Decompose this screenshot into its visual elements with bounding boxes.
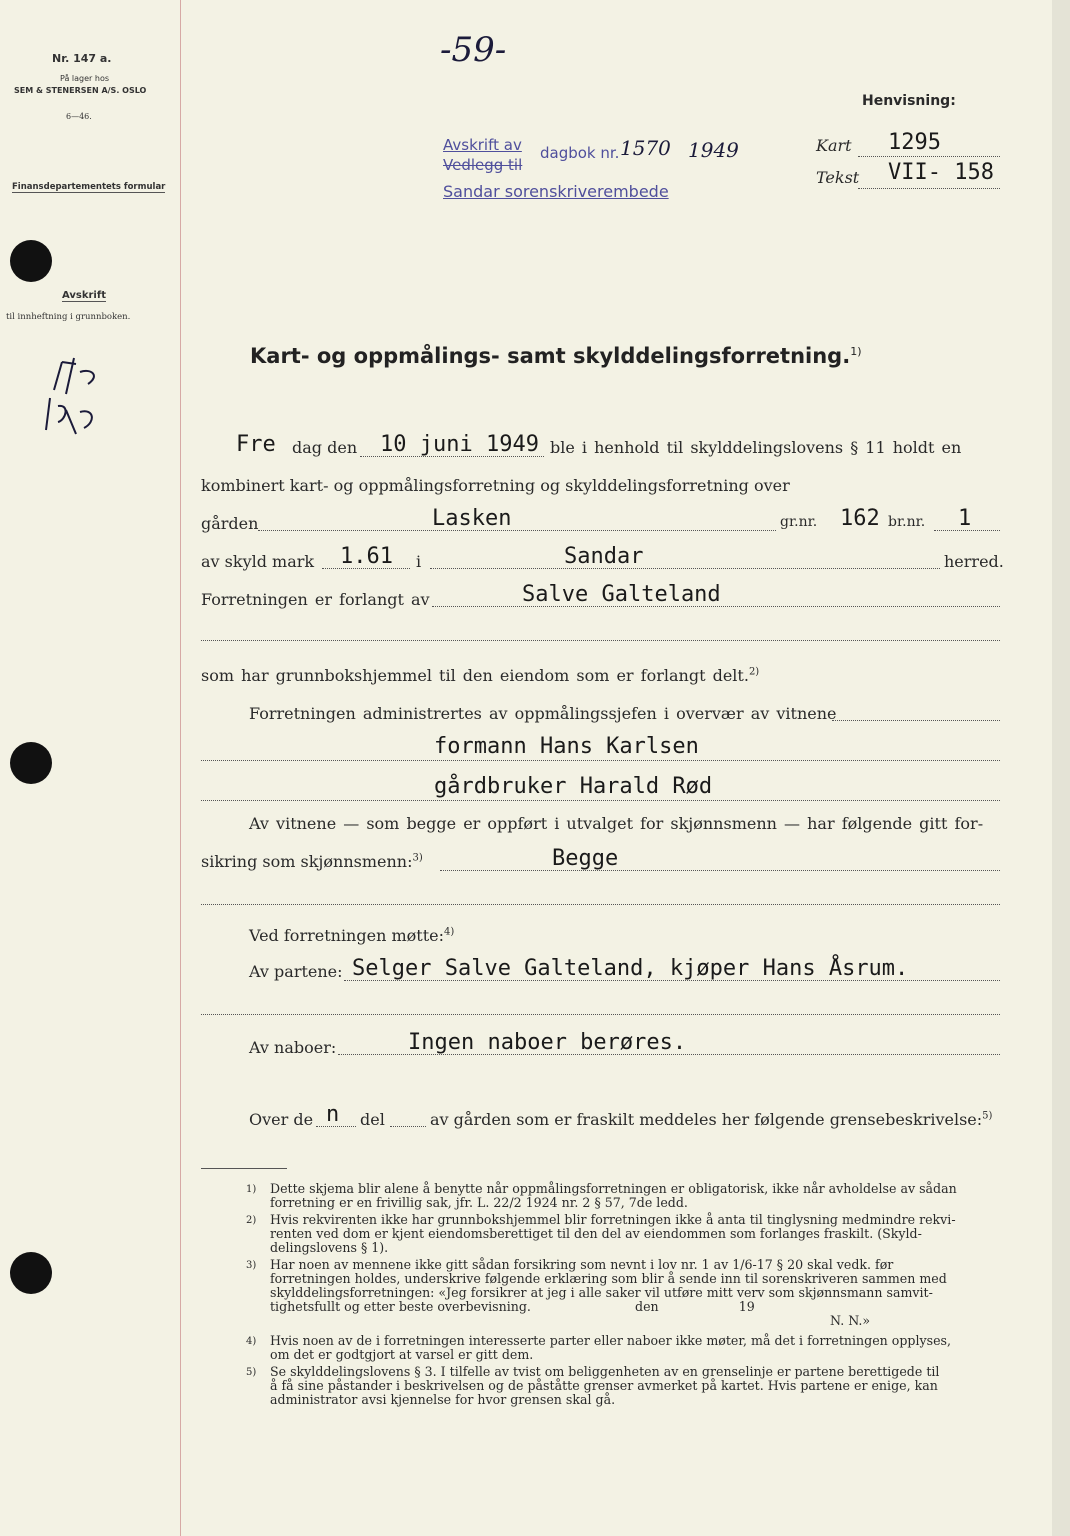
footnote-signature: N. N.» xyxy=(830,1313,871,1328)
avskrift-label: Avskrift xyxy=(62,290,106,301)
footnote-2 xyxy=(270,1213,956,1255)
footnote-line: Har noen av mennene ikke gitt sådan forsikring som nevnt i lov nr. 1 av 1/6-17 § 20 skal vedk. før xyxy=(270,1257,894,1272)
skyld-dots xyxy=(322,568,410,569)
punch-hole-bottom xyxy=(10,1252,52,1294)
witness2-dots xyxy=(201,800,1000,801)
naboer-label: Av naboer: xyxy=(249,1038,337,1057)
line1-text: ble i henhold til skylddelingslovens § 11 holdt en xyxy=(550,438,962,457)
skyld-label: av skyld mark xyxy=(201,552,315,571)
brnr-label: br.nr. xyxy=(888,514,926,530)
herred-dots xyxy=(430,568,940,569)
witness-1: formann Hans Karlsen xyxy=(434,734,699,759)
footnote-line: skylddelingsforretningen: «Jeg forsikrer at jeg i alle saker vil utføre mitt verv som skjønnsmann samvit- xyxy=(270,1285,933,1300)
partene-label: Av partene: xyxy=(249,962,343,981)
title-text: Kart- og oppmålings- samt skylddelingsforretning. xyxy=(250,344,851,368)
footnote-line: forretning er en frivillig sak, jfr. L. 22/2 1924 nr. 2 § 57, 7de ledd. xyxy=(270,1195,688,1210)
line2-text: kombinert kart- og oppmålingsforretning og skylddelingsforretning over xyxy=(201,476,790,495)
date-dots xyxy=(360,456,544,457)
farm-label: gården xyxy=(201,514,259,533)
document-title xyxy=(250,344,862,368)
page-edge xyxy=(1052,0,1070,1536)
tekst-label: Tekst xyxy=(816,168,860,187)
dagbok-number: 1570 xyxy=(620,136,671,160)
footnote-mark: 1) xyxy=(246,1184,257,1195)
del-label: del xyxy=(360,1110,385,1129)
stamp-dagbok: dagbok nr. xyxy=(540,144,620,162)
margin-rule xyxy=(180,0,181,1536)
page-number: -59- xyxy=(440,30,507,70)
footnote-line: om det er godtgjort at varsel er gitt dem. xyxy=(270,1347,534,1362)
footnote-line: administrator avsi kjennelse for hvor grensen skal gå. xyxy=(270,1392,616,1407)
herred-label: herred. xyxy=(944,552,1004,571)
footnote-mark: 4) xyxy=(246,1336,257,1347)
farm-name: Lasken xyxy=(432,506,512,531)
grunnbok-text xyxy=(201,666,759,685)
stamp-avskrift: Avskrift av xyxy=(443,136,522,154)
brnr-value: 1 xyxy=(958,506,972,531)
over-dots xyxy=(316,1126,356,1127)
tekst-value: VII- 158 xyxy=(888,160,994,185)
vitner-text-1: Av vitnene — som begge er oppført i utvalget for skjønnsmenn — har følgende gitt for- xyxy=(249,814,984,833)
requested-dots xyxy=(432,606,1000,607)
mote-text-body: Ved forretningen møtte: xyxy=(249,926,444,945)
kart-label: Kart xyxy=(816,136,852,155)
over-value: n xyxy=(326,1102,340,1127)
day-prefix: Fre xyxy=(236,432,276,457)
vitner-text-2 xyxy=(201,852,423,871)
grunnbok-note: 2) xyxy=(748,666,760,678)
stamp-vedlegg: Vedlegg til xyxy=(443,156,523,174)
footnote-4 xyxy=(270,1334,951,1362)
witness-2: gårdbruker Harald Rød xyxy=(434,774,713,799)
requested-label: Forretningen er forlangt av xyxy=(201,590,430,609)
naboer-dots xyxy=(338,1054,1000,1055)
naboer-value: Ingen naboer berøres. xyxy=(408,1030,687,1055)
initials-signature xyxy=(40,350,130,440)
footnote-line: tighetsfullt og etter beste overbevisning. den 19 xyxy=(270,1299,755,1314)
admin-dots xyxy=(832,720,1000,721)
admin-text: Forretningen administrertes av oppmålingssjefen i overvær av vitnene xyxy=(249,704,837,723)
footnote-line: Hvis noen av de i forretningen interesserte parter eller naboer ikke møter, må det i forretningen opplyses, xyxy=(270,1333,951,1348)
punch-hole-middle xyxy=(10,742,52,784)
footnote-line: forretningen holdes, underskrive følgende erklæring som blir å sende inn til sorenskriveren sammen med xyxy=(270,1271,947,1286)
footnote-line: Dette skjema blir alene å benytte når oppmålingsforretningen er obligatorisk, ikke når avholdelse av sådan xyxy=(270,1181,957,1196)
blank-dots-1 xyxy=(201,640,1000,641)
vitner-note: 3) xyxy=(412,852,423,864)
publisher-line1: På lager hos xyxy=(60,74,109,83)
stamp-office: Sandar sorenskriverembede xyxy=(443,182,669,201)
meeting-date: 10 juni 1949 xyxy=(380,432,539,457)
skyld-i: i xyxy=(416,552,422,571)
herred-name: Sandar xyxy=(564,544,644,569)
over-note: 5) xyxy=(982,1110,993,1122)
partene-value: Selger Salve Galteland, kjøper Hans Åsrum. xyxy=(352,956,909,981)
witness1-dots xyxy=(201,760,1000,761)
footnote-line: å få sine påstander i beskrivelsen og de påståtte grenser avmerket på kartet. Hvis partene er enige, kan xyxy=(270,1378,938,1393)
footnote-1 xyxy=(270,1182,957,1210)
tekst-dots xyxy=(858,188,1000,189)
day-suffix: dag den xyxy=(292,438,358,457)
vitner-value: Begge xyxy=(552,846,619,871)
publisher-line2: SEM & STENERSEN A/S. OSLO xyxy=(14,86,147,95)
skyld-value: 1.61 xyxy=(340,544,393,569)
grnr-label: gr.nr. xyxy=(780,514,818,530)
footnote-3 xyxy=(270,1258,947,1328)
vitner-text-2-body: sikring som skjønnsmenn: xyxy=(201,852,413,871)
mote-note: 4) xyxy=(443,926,455,938)
footnote-rule xyxy=(201,1168,287,1169)
kart-value: 1295 xyxy=(888,130,941,155)
partene-dots xyxy=(344,980,1000,981)
blank-dots-2 xyxy=(201,904,1000,905)
brnr-dots xyxy=(934,530,1000,531)
henvisning-label: Henvisning: xyxy=(862,93,956,109)
over-text xyxy=(430,1110,992,1129)
footnote-mark: 2) xyxy=(246,1215,257,1226)
punch-hole-top xyxy=(10,240,52,282)
farm-dots xyxy=(258,530,776,531)
footnote-line: delingslovens § 1). xyxy=(270,1240,389,1255)
dagbok-year: 1949 xyxy=(688,138,739,162)
edition: 6—46. xyxy=(66,112,92,121)
footnote-mark: 5) xyxy=(246,1367,257,1378)
footnote-line: Se skylddelingslovens § 3. I tilfelle av tvist om beliggenheten av en grenselinje er partene berettigede til xyxy=(270,1364,940,1379)
grunnbok-text-body: som har grunnbokshjemmel til den eiendom som er forlangt delt. xyxy=(201,666,749,685)
kart-dots xyxy=(858,156,1000,157)
grnr-value: 162 xyxy=(840,506,880,531)
requested-name: Salve Galteland xyxy=(522,582,721,607)
dept-formular: Finansdepartementets formular xyxy=(12,182,166,192)
avskrift-desc: til innheftning i grunnboken. xyxy=(6,312,131,322)
form-number: Nr. 147 a. xyxy=(52,52,112,65)
footnote-mark: 3) xyxy=(246,1260,257,1271)
del-dots xyxy=(390,1126,426,1127)
footnote-5 xyxy=(270,1365,939,1407)
footnote-line: renten ved dom er kjent eiendomsberettiget til den del av eiendommen som forlanges fraskilt. (Skyld- xyxy=(270,1226,922,1241)
title-footnote-mark: 1) xyxy=(850,345,862,358)
over-label: Over de xyxy=(249,1110,314,1129)
blank-dots-3 xyxy=(201,1014,1000,1015)
vitner-dots xyxy=(440,870,1000,871)
footnote-line: Hvis rekvirenten ikke har grunnbokshjemmel blir forretningen ikke å anta til tinglysning medmindre rekvi- xyxy=(270,1212,956,1227)
over-text-body: av gården som er fraskilt meddeles her følgende grensebeskrivelse: xyxy=(430,1110,983,1129)
mote-text xyxy=(249,926,454,945)
